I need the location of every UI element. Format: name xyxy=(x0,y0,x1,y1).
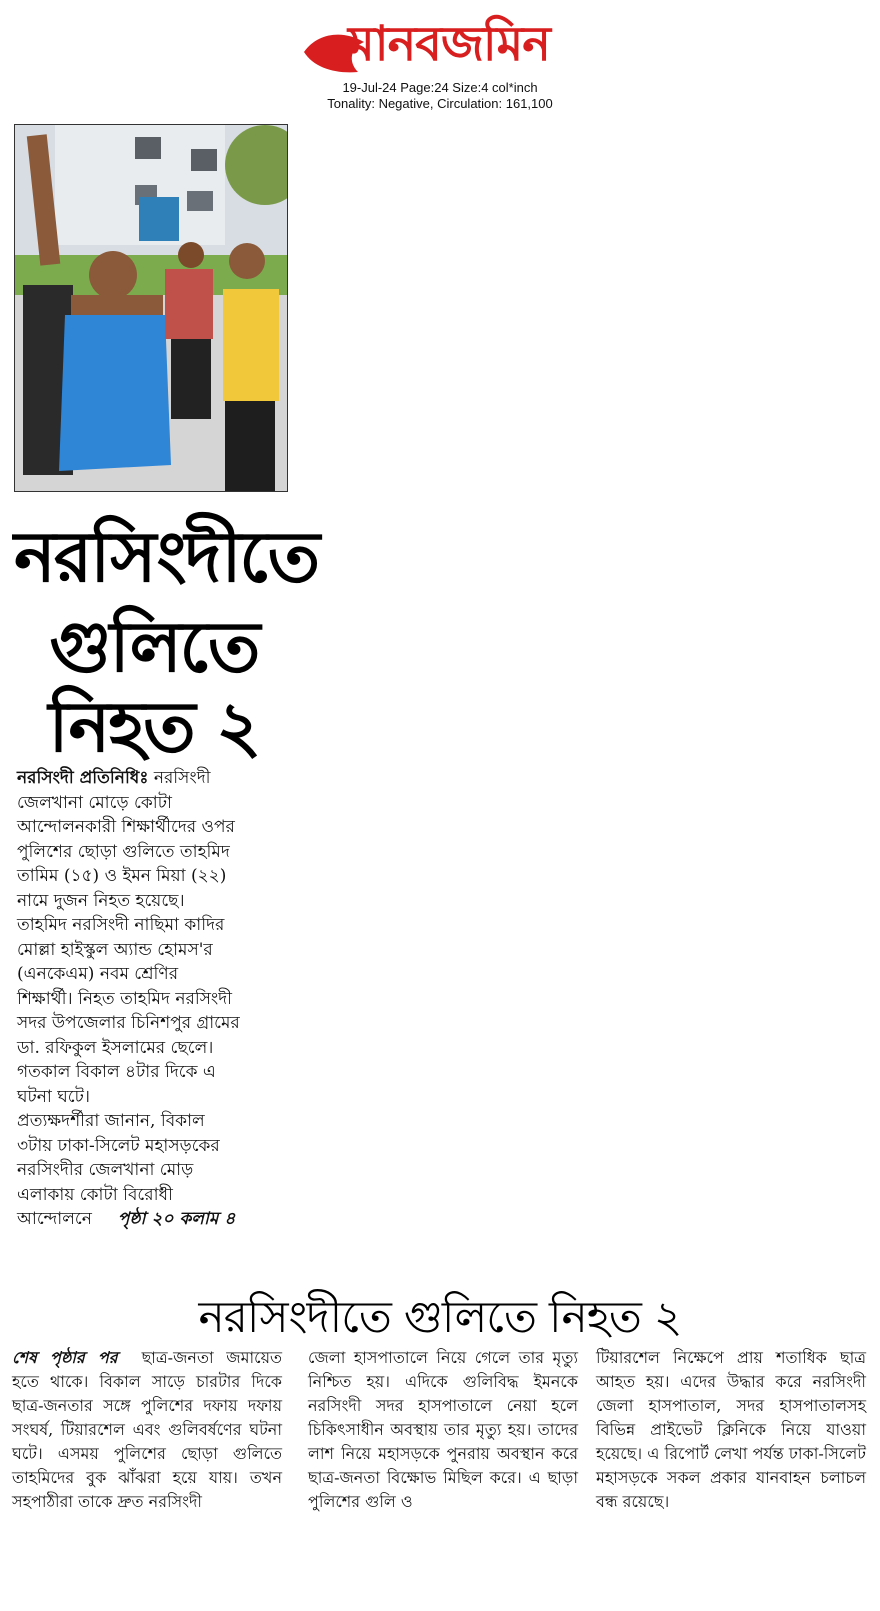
clip-meta-tonality: Tonality: Negative, Circulation: 161,100 xyxy=(327,96,553,111)
story-line: নরসিংদীর জেলখানা মোড় xyxy=(17,1160,194,1180)
story-line: তামিম (১৫) ও ইমন মিয়া (২২) xyxy=(17,866,227,886)
newspaper-logo xyxy=(300,6,580,76)
headline-line-2: গুলিতে xyxy=(49,605,259,688)
jump-reference: পৃষ্ঠা ২০ কলাম ৪ xyxy=(117,1209,236,1229)
story-line: ডা. রফিকুল ইসলামের ছেলে। xyxy=(17,1037,214,1058)
clip-meta-date: 19-Jul-24 Page:24 Size:4 col*inch xyxy=(342,80,538,95)
continuation-column-3: টিয়ারশেল নিক্ষেপে প্রায় শতাধিক ছাত্র আহত হয়। এদের উদ্ধার করে নরসিংদী জেলা হাসপাতাল, সদর হাসপাতালসহ বিভিন্ন প্রাইভেট ক্লিনিকে নিয়ে যাওয়া হয়েছে। এ রিপোর্ট লেখা পর্যন্ত ঢাকা-সিলেট মহাসড়কে সকল প্রকার যানবাহন চলাচল বন্ধ রয়েছে। xyxy=(596,1348,866,1511)
continued-from-label: শেষ পৃষ্ঠার পর xyxy=(12,1348,118,1367)
story-line: ঘটনা ঘটে। xyxy=(17,1086,90,1107)
logo-text: মানবজমিন xyxy=(348,16,550,72)
story-line: এলাকায় কোটা বিরোধী xyxy=(17,1184,173,1205)
masthead xyxy=(0,0,880,110)
story-line: গতকাল বিকাল ৪টার দিকে এ xyxy=(17,1062,216,1082)
story-line: নরসিংদী প্রতিনিধিঃ নরসিংদী xyxy=(17,768,211,788)
story-line: নামে দুজন নিহত হয়েছে। xyxy=(17,890,185,911)
story-line: আন্দোলনকারী শিক্ষার্থীদের ওপর xyxy=(17,817,235,837)
story-line: (এনকেএম) নবম শ্রেণির xyxy=(17,964,179,984)
headline-line-1: নরসিংদীতে xyxy=(14,515,319,598)
headline-line-3: নিহত ২ xyxy=(48,685,260,768)
story-line: তাহমিদ নরসিংদী নাছিমা কাদির xyxy=(17,915,225,935)
story-line: আন্দোলনে পৃষ্ঠা ২০ কলাম ৪ xyxy=(17,1209,236,1229)
story-body xyxy=(17,766,297,1232)
news-photo xyxy=(14,124,288,492)
story-line: প্রত্যক্ষদর্শীরা জানান, বিকাল xyxy=(17,1111,205,1131)
continuation-headline: নরসিংদীতে গুলিতে নিহত ২ xyxy=(198,1292,682,1343)
continuation-column-1: শেষ পৃষ্ঠার পর ছাত্র-জনতা জমায়েত হতে থাকে। বিকাল সাড়ে চারটার দিকে ছাত্র-জনতার সঙ্গে পুলিশের দফায় দফায় সংঘর্ষ, টিয়ারশেল এবং গুলিবর্ষণের ঘটনা ঘটে। এসময় পুলিশের ছোড়া গুলিতে তাহমিদের বুক ঝাঁঝরা হয়ে যায়। তখন সহপাঠীরা তাকে দ্রুত নরসিংদী xyxy=(12,1348,283,1511)
story-line: ৩টায় ঢাকা-সিলেট মহাসড়কের xyxy=(17,1135,220,1156)
story-line: পুলিশের ছোড়া গুলিতে তাহমিদ xyxy=(17,841,230,862)
story-line: জেলখানা মোড়ে কোটা xyxy=(17,792,172,813)
story-line: শিক্ষার্থী। নিহত তাহমিদ নরসিংদী xyxy=(17,988,233,1009)
story-line: মোল্লা হাইস্কুল অ্যান্ড হোমস'র xyxy=(17,939,213,960)
continuation-column-2: জেলা হাসপাতালে নিয়ে গেলে তার মৃত্যু নিশ্চিত হয়। এদিকে গুলিবিদ্ধ ইমনকে নরসিংদী সদর হাসপাতালে নেয়া হলে চিকিৎসাধীন অবস্থায় তার মৃত্যু হয়। তাদের লাশ নিয়ে মহাসড়কে পুনরায় অবস্থান করে ছাত্র-জনতা বিক্ষোভ মিছিল করে। এ ছাড়া পুলিশের গুলি ও xyxy=(308,1348,578,1511)
story-line: সদর উপজেলার চিনিশপুর গ্রামের xyxy=(17,1013,240,1033)
byline: নরসিংদী প্রতিনিধিঃ xyxy=(17,768,149,788)
